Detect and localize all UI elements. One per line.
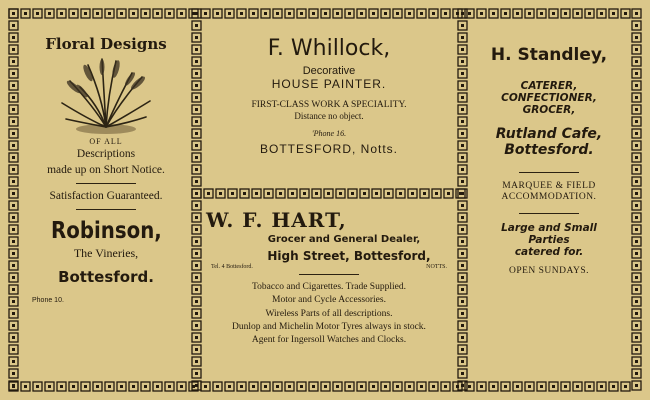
parties-line-1: Large and Small <box>501 221 597 234</box>
divider-rule <box>299 274 359 275</box>
marquee-text <box>502 181 597 203</box>
standley-name: H. Standley, <box>490 45 608 65</box>
hart-grocer-ad <box>202 205 456 365</box>
hart-street: High Street, Bottesford, <box>267 248 431 263</box>
fern-plant-illustration <box>58 57 154 135</box>
robinson-florist-ad <box>22 28 190 348</box>
guarantee-text: Satisfaction Guaranteed. <box>49 189 163 202</box>
open-sundays: OPEN SUNDAYS. <box>508 265 590 276</box>
short-notice-text: made up on Short Notice. <box>47 163 165 176</box>
speciality-text: FIRST-CLASS WORK A SPECIALITY. <box>251 99 407 110</box>
marquee-line-1: MARQUEE & FIELD <box>502 180 596 191</box>
cafe-town: Bottesford. <box>504 141 594 158</box>
house-painter-text: HOUSE PAINTER. <box>271 76 387 91</box>
divider-rule <box>519 172 579 173</box>
service-item: Tobacco and Cigarettes. Trade Supplied. <box>252 282 406 293</box>
hart-services-list <box>232 281 426 347</box>
whillock-name: F. Whillock, <box>267 36 391 61</box>
whillock-phone: 'Phone 16. <box>311 129 347 138</box>
role-confectioner: CONFECTIONER, <box>501 91 597 104</box>
hart-trade: Grocer and General Dealer, <box>267 234 421 245</box>
whillock-town: BOTTESFORD, Notts. <box>259 142 398 157</box>
robinson-name: Robinson, <box>50 218 162 245</box>
service-item: Dunlop and Michelin Motor Tyres always in stock. <box>232 321 426 332</box>
role-caterer: CATERER, <box>520 79 578 92</box>
role-grocer: GROCER, <box>522 103 576 116</box>
decorative-text: Decorative <box>302 65 356 78</box>
service-item: Agent for Ingersoll Watches and Clocks. <box>251 334 407 345</box>
whillock-painter-ad <box>202 28 456 182</box>
service-item: Wireless Parts of all descriptions. <box>265 308 393 319</box>
marquee-line-2: ACCOMMODATION. <box>501 191 597 202</box>
robinson-phone: Phone 10. <box>32 296 64 304</box>
standley-caterer-ad <box>470 28 628 353</box>
floral-designs-heading: Floral Designs <box>45 35 167 53</box>
service-item: Motor and Cycle Accessories. <box>272 295 386 306</box>
divider-rule <box>76 183 136 184</box>
divider-rule <box>519 213 579 214</box>
parties-text <box>501 222 597 258</box>
rutland-cafe <box>496 126 602 158</box>
hart-tel: Tel. 4 Bottesford. <box>211 264 253 271</box>
parties-line-2: Parties <box>528 233 570 246</box>
cafe-name: Rutland Cafe, <box>495 125 603 142</box>
divider-rule <box>76 209 136 210</box>
distance-text: Distance no object. <box>294 110 364 121</box>
vineries-text: The Vineries, <box>73 245 139 260</box>
hart-contact-row <box>211 264 447 270</box>
standley-roles <box>501 80 597 116</box>
of-all-text: OF ALL <box>89 137 123 147</box>
descriptions-text: Descriptions <box>76 148 136 161</box>
hart-notts: NOTTS. <box>426 264 447 271</box>
hart-name: W. F. HART, <box>206 208 347 232</box>
robinson-town: Bottesford. <box>58 268 154 287</box>
parties-line-3: catered for. <box>514 245 584 258</box>
